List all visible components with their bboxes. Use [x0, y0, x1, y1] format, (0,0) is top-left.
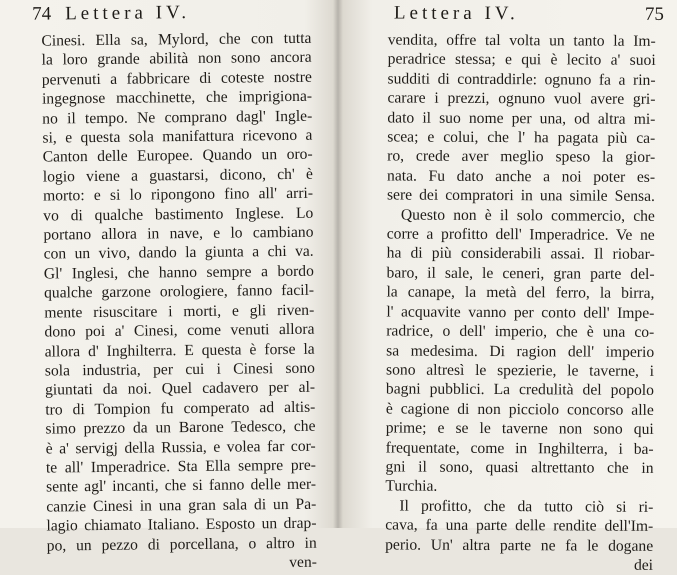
- text-line: frequentate, come in Inghilterra, i ba-: [385, 439, 654, 458]
- text-line: morto: e si lo ripongono fino all' arri-: [42, 184, 314, 205]
- text-line: sere dei compratori in una simile Sensa.: [386, 186, 656, 206]
- text-line: baro, il sale, le ceneri, gran parte del-: [386, 264, 655, 283]
- left-page-number: 74: [32, 3, 52, 25]
- text-line: ven-: [289, 553, 317, 571]
- text-line: lagio chiamato Italiano. Esposto un drap-: [46, 514, 317, 535]
- text-line: corre a profitto dell' Imperadrice. Ve ne: [386, 225, 655, 244]
- text-line: canzie Cinesi in una gran sala di un Pa-: [46, 495, 317, 516]
- text-line: allora d' Inghilterra. E questa è forse la: [44, 340, 315, 361]
- text-line: radrice, o dell' imperio, che è una co-: [386, 322, 655, 341]
- text-line: ingegnose macchinette, che imprigiona-: [41, 87, 313, 108]
- text-line: no il tempo. Ne comprano dagl' Ingle-: [42, 107, 313, 128]
- left-running-head: [32, 2, 190, 28]
- text-line: la canape, la metà del ferro, la birra,: [386, 283, 655, 303]
- text-line: bagni pubblici. La credulità del popolo: [385, 380, 654, 400]
- text-line: portano allora in nave, e lo cambiano: [43, 223, 314, 244]
- text-line: te all' Imperadrice. Sta Ella sempre pre-: [45, 456, 316, 477]
- text-line: nata. Fu dato anche a noi poter es-: [387, 167, 656, 186]
- text-line: sudditi di contraddirle: ognuno fa a rin-: [387, 70, 656, 89]
- text-line: vendita, offre tal volta un tanto la Im-: [387, 31, 656, 50]
- text-line: gni il sono, quasi altrettanto che in: [385, 458, 654, 477]
- text-line: cava, fa una parte delle rendite dell'Im-: [385, 516, 654, 536]
- text-line: dono poi a' Cinesi, come venuti allora: [44, 320, 315, 341]
- text-line: pervenuti a fabbricare di coteste nostre: [41, 68, 312, 89]
- text-line: perio. Un' altra parte ne fa le dogane: [385, 536, 654, 555]
- text-line: Turchia.: [385, 477, 438, 496]
- text-line: ro, crede aver meglio speso la gior-: [387, 147, 656, 167]
- right-running-head-title: Lettera IV.: [393, 2, 519, 25]
- text-line: qualche garzone orologiere, fanno facil-: [43, 282, 315, 302]
- text-line: tro di Tompion fu comperato ad altis-: [45, 398, 316, 419]
- text-line: mente risuscitare i morti, e gli riven-: [44, 301, 315, 322]
- text-line: Cinesi. Ella sa, Mylord, che con tutta: [41, 29, 312, 50]
- text-line: Questo non è il solo commercio, che: [400, 206, 655, 225]
- text-line: con un vivo, dando la giunta a chi va.: [43, 243, 314, 264]
- text-line: dei: [633, 556, 654, 574]
- text-line: sono altresì le spezierie, le taverne, i: [386, 361, 655, 380]
- text-line: Canton delle Europee. Quando un oro-: [42, 146, 313, 166]
- text-line: è a' servigj della Russia, e volea far cor-: [45, 437, 316, 458]
- text-line: peradrice stessa; e qui è lecito a' suoi: [387, 50, 656, 70]
- text-line: si, e questa sola manifattura ricevono a: [42, 126, 313, 147]
- right-running-head: [394, 3, 664, 28]
- text-line: vo di qualche bastimento Inglese. Lo: [43, 204, 314, 225]
- text-line: scea; e colui, che l' ha pagata più ca-: [387, 128, 656, 147]
- text-line: Il profitto, che da tutto ciò si ri-: [399, 497, 654, 516]
- text-line: giuntati da noi. Quel cadavero per al-: [45, 379, 316, 399]
- right-page: [337, 0, 677, 574]
- text-line: carare i prezzi, ognuno vuol avere gri-: [387, 89, 656, 109]
- text-line: l' acquavite vanno per conto dell' Impe-: [386, 303, 655, 322]
- text-line: po, un pezzo di porcellana, o altro in: [46, 534, 317, 555]
- left-running-head-title: Lettera IV.: [65, 2, 191, 25]
- text-line: è cagione di non picciolo concorso alle: [385, 400, 654, 419]
- text-line: dato il suo nome per una, od altra mi-: [387, 109, 656, 128]
- right-page-text: [385, 30, 656, 575]
- text-line: simo prezzo da un Barone Tedesco, che: [45, 417, 316, 438]
- text-line: sente agl' incanti, che si fanno delle mer-: [46, 476, 317, 496]
- text-line: logio viene a guastarsi, dicono, ch' è: [42, 165, 313, 186]
- text-line: prime; e se le taverne non sono qui: [385, 419, 654, 439]
- text-line: sola industria, per cui i Cinesi sono: [44, 359, 315, 380]
- text-line: ha di più considerabili assai. Il riobar-: [386, 244, 655, 264]
- right-page-number: 75: [644, 3, 664, 25]
- text-line: la loro grande abilità non sono ancora: [41, 49, 312, 69]
- text-line: sa medesima. Di ragion dell' imperio: [386, 341, 655, 361]
- text-line: Gl' Inglesi, che hanno sempre a bordo: [43, 262, 314, 283]
- left-page-text: [41, 29, 317, 575]
